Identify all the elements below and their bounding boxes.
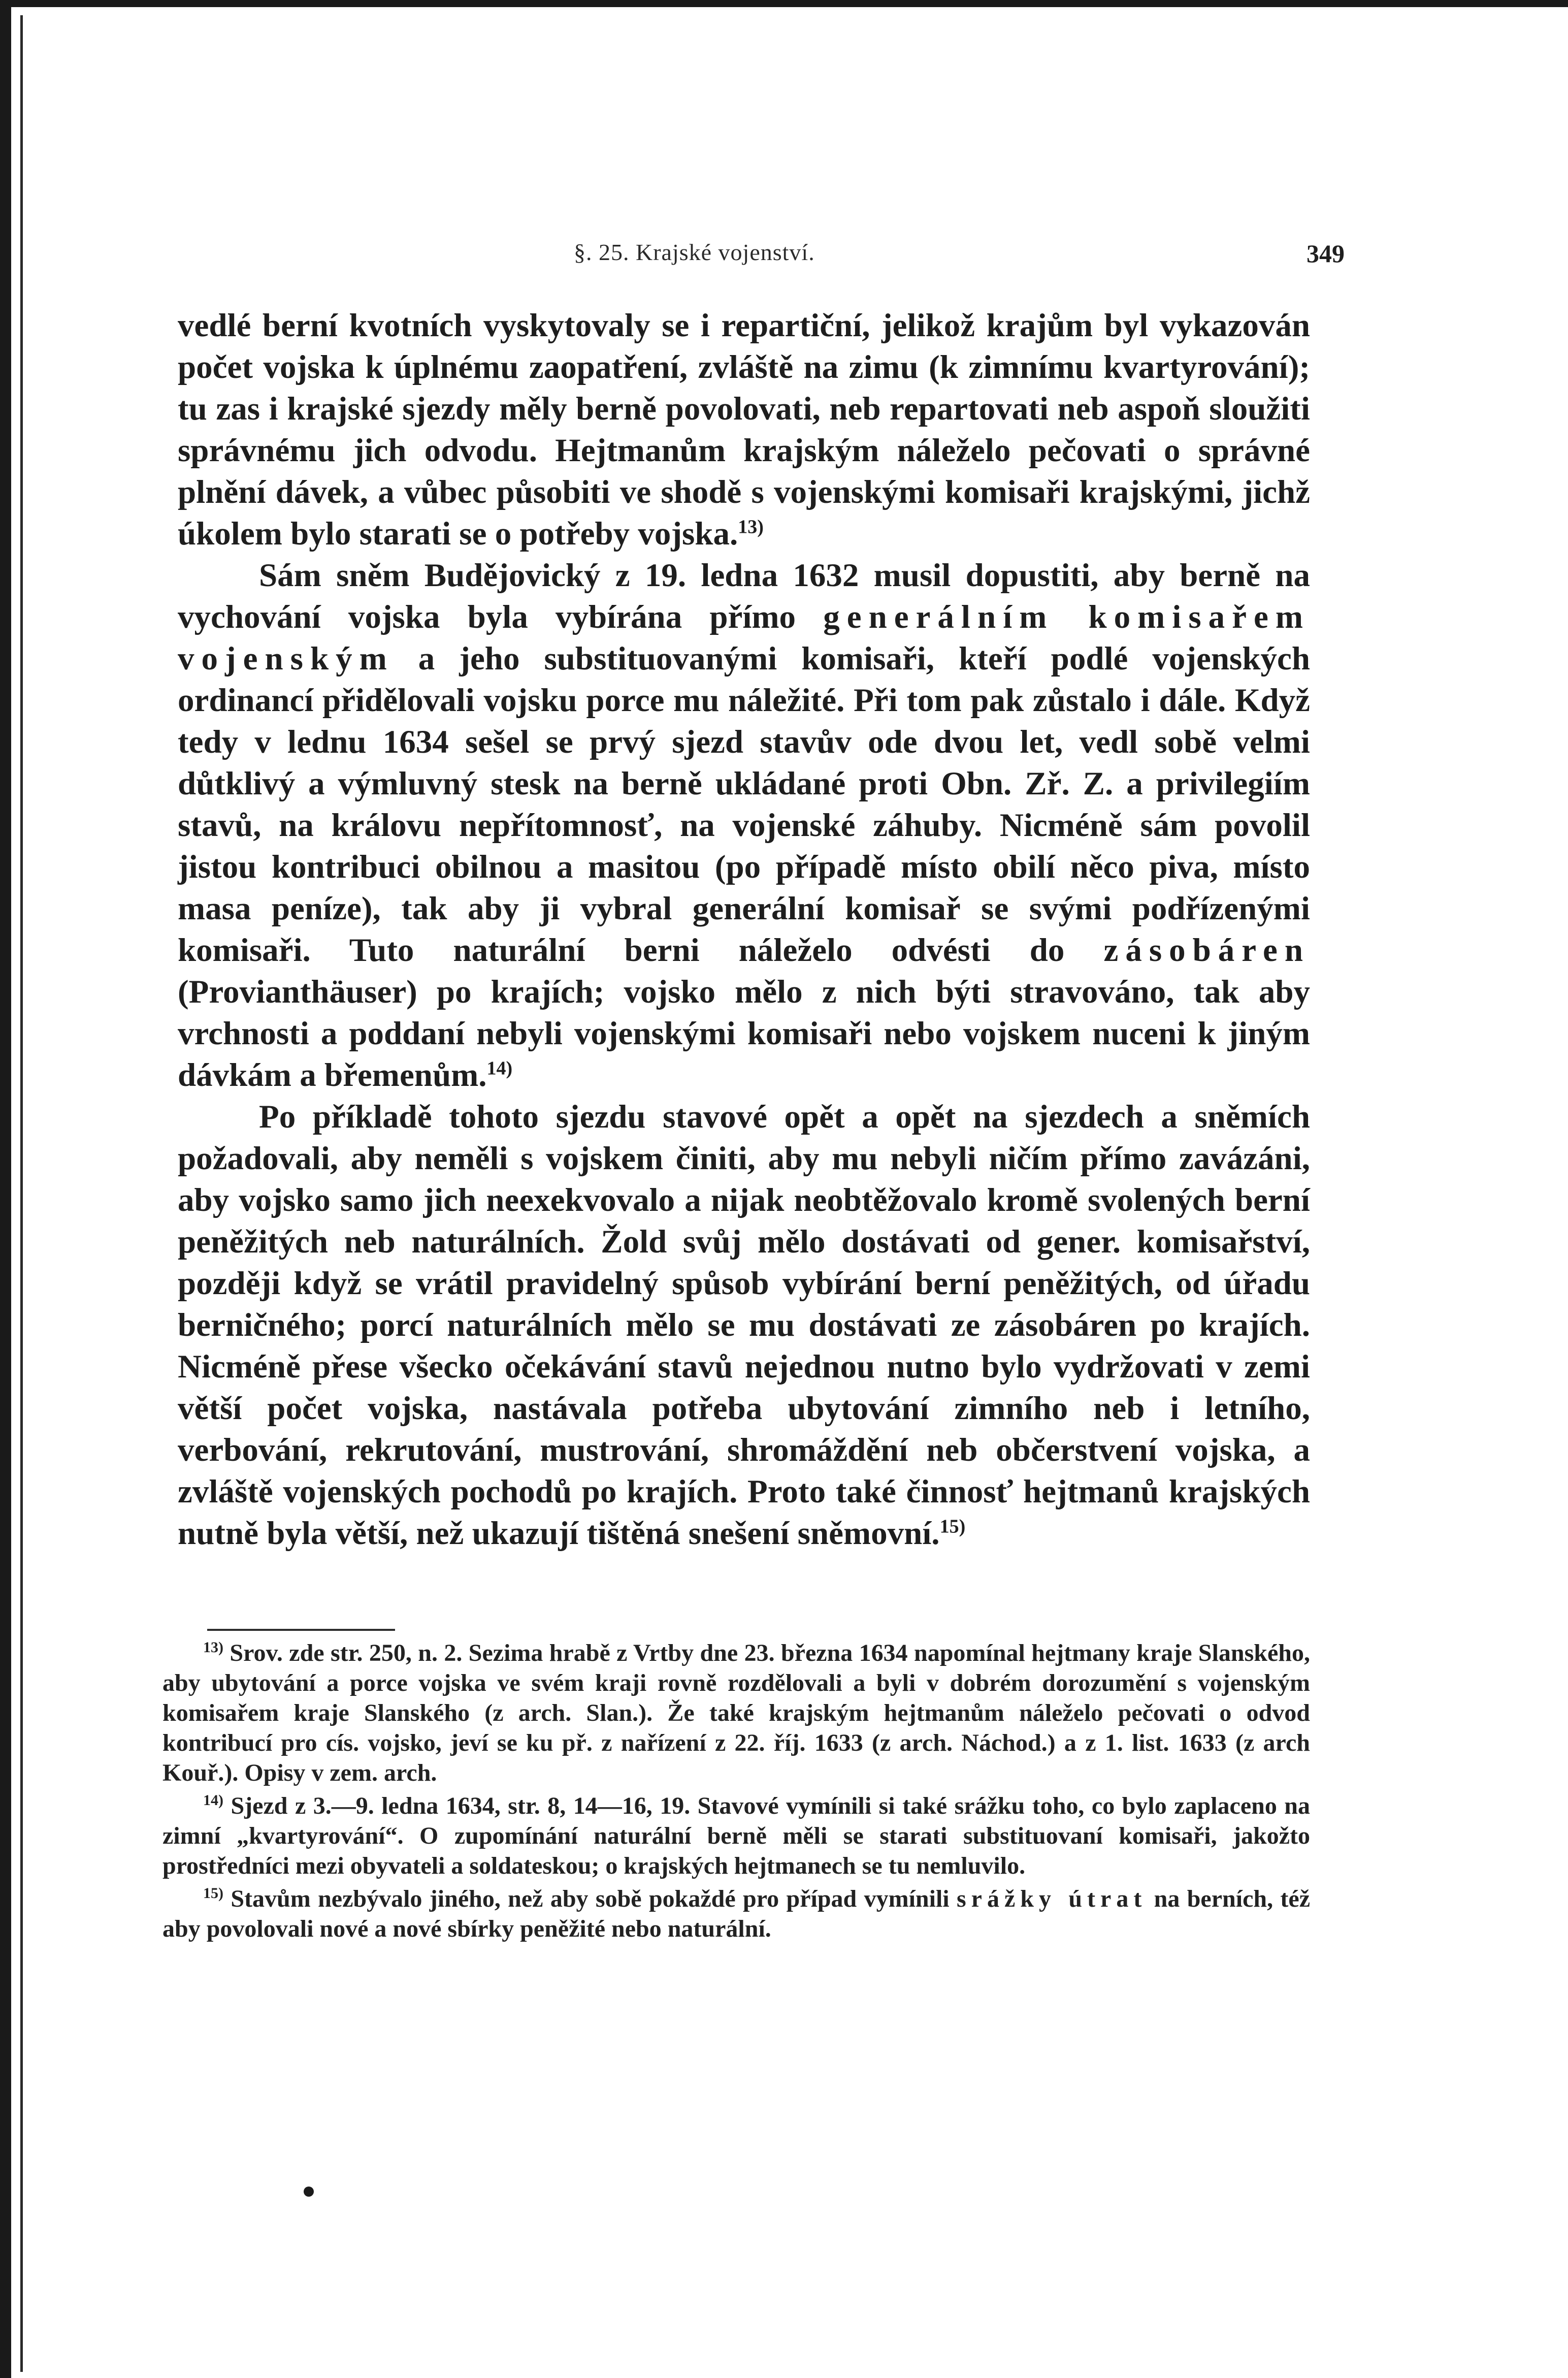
footnote-ref-13: 13) (738, 516, 764, 538)
footnote-ref-14: 14) (486, 1057, 513, 1079)
footnotes (162, 1638, 1310, 1947)
paragraph-2-text-a: Sám sněm Budějovický z 19. ledna 1632 musil dopustiti, aby berně na vychování vojska byla vybírána přímo (178, 557, 1310, 635)
page-edge-line (20, 15, 23, 2372)
footnote-14-text: Sjezd z 3.—9. ledna 1634, str. 8, 14—16, 19. Stavové vymínili si také srážku toho, co bylo zaplaceno na zimní „kvartyrování“. O zupomínání naturální berně měli se starati substituovaní komisaři, jakožto prostředníci mezi obyvateli a soldateskou; o krajských hejtmanech se tu nemluvilo. (162, 1792, 1311, 1879)
footnote-15-text-b: na berních, též aby povolovali nové a nové sbírky peněžité nebo naturální. (162, 1885, 1311, 1942)
paragraph-1-text: vedlé berní kvotních vyskytovaly se i repartiční, jelikož krajům byl vykazován počet vojska k úplnému zaopatření, zvláště na zimu (k zimnímu kvartyrování); tu zas i krajské sjezdy měly berně povolovati, neb repartovati neb aspoň sloužiti správnému jich odvodu. Hejtmanům krajským náleželo pečovati o správné plnění dávek, a vůbec působiti ve shodě s vojenskými komisaři krajskými, jichž úkolem bylo starati se o potřeby vojska. (178, 307, 1310, 552)
page-number: 349 (1306, 239, 1345, 268)
footnote-14-mark: 14) (203, 1792, 223, 1809)
main-text (178, 305, 1310, 1554)
footnote-15-mark: 15) (203, 1885, 223, 1902)
paragraph-2 (178, 555, 1310, 1096)
footnote-15-text-a: Stavům nezbývalo jiného, než aby sobě pokaždé pro případ vymínili (231, 1885, 957, 1912)
paragraph-3-text: Po příkladě tohoto sjezdu stavové opět a opět na sjezdech a sněmích požadovali, aby neměli s vojskem činiti, aby mu nebyli ničím přímo zavázáni, aby vojsko samo jich neexekvovalo a nijak neobtěžovalo kromě svolených berní peněžitých neb naturálních. Žold svůj mělo dostávati od gener. komisařství, později když se vrátil pravidelný spůsob vybírání berní peněžitých, od úřadu berničného; porcí naturálních mělo se mu dostávati ze zásobáren po krajích. Nicméně přese všecko očekávání stavů nejednou nutno bylo vydržovati v zemi větší počet vojska, nastávala potřeba ubytování zimního neb i letního, verbování, rekrutování, mustrování, shromáždění neb občerstvení vojska, a zvláště vojenských pochodů po krajích. Proto také činnosť hejtmanů krajských nutně byla větší, než ukazují tištěná snešení sněmovní. (178, 1099, 1310, 1552)
ink-spot (304, 2187, 314, 2197)
emphasis-spaced-1: generálním komisařem vojenským (178, 599, 1310, 677)
paragraph-2-text-b: a jeho substituovanými komisaři, kteří podlé vojenských ordinancí přidělovali vojsku porce mu náležité. Při tom pak zůstalo i dále. Když tedy v lednu 1634 sešel se prvý sjezd stavův ode dvou let, vedl sobě velmi důtklivý a výmluvný stesk na berně ukládané proti Obn. Zř. Z. a privilegiím stavů, na královu nepřítomnosť, na vojenské záhuby. Nicméně sám povolil jistou kontribuci obilnou a masitou (po případě místo obilí něco piva, místo masa peníze), tak aby ji vybral generální komisař se svými podřízenými komisaři. Tuto naturální berni náleželo odvésti do (178, 640, 1310, 969)
footnote-13-mark: 13) (203, 1639, 223, 1656)
footnote-13-text: Srov. zde str. 250, n. 2. Sezima hrabě z Vrtby dne 23. března 1634 napomínal hejtmany kraje Slanského, aby ubytování a porce vojska ve svém kraji rovně rozdělovali a byli v dobrém dorozumění s vojenským komisařem kraje Slanského (z arch. Slan.). Že také krajským hejtmanům náleželo pečovati o odvod kontribucí pro cís. vojsko, jeví se ku př. z nařízení z 22. říj. 1633 (z arch. Náchod.) a z 1. list. 1633 (z arch Kouř.). Opisy v zem. arch. (162, 1640, 1310, 1786)
footnote-14 (162, 1791, 1310, 1881)
paragraph-1 (178, 305, 1310, 555)
paragraph-3 (178, 1096, 1310, 1554)
footnote-ref-15: 15) (939, 1516, 966, 1537)
footnote-13 (162, 1638, 1310, 1788)
footnote-15 (162, 1884, 1310, 1944)
paragraph-2-text-c: (Provianthäuser) po krajích; vojsko mělo z nich býti stravováno, tak aby vrchnosti a poddaní nebyli vojenskými komisaři nebo vojskem nuceni k jiným dávkám a břemenům. (178, 974, 1310, 1094)
footnote-separator (207, 1629, 395, 1631)
emphasis-spaced-2: zásobáren (1103, 932, 1310, 969)
footnote-15-spaced: srážky útrat (956, 1885, 1147, 1912)
running-title: §. 25. Krajské vojenství. (574, 239, 815, 265)
